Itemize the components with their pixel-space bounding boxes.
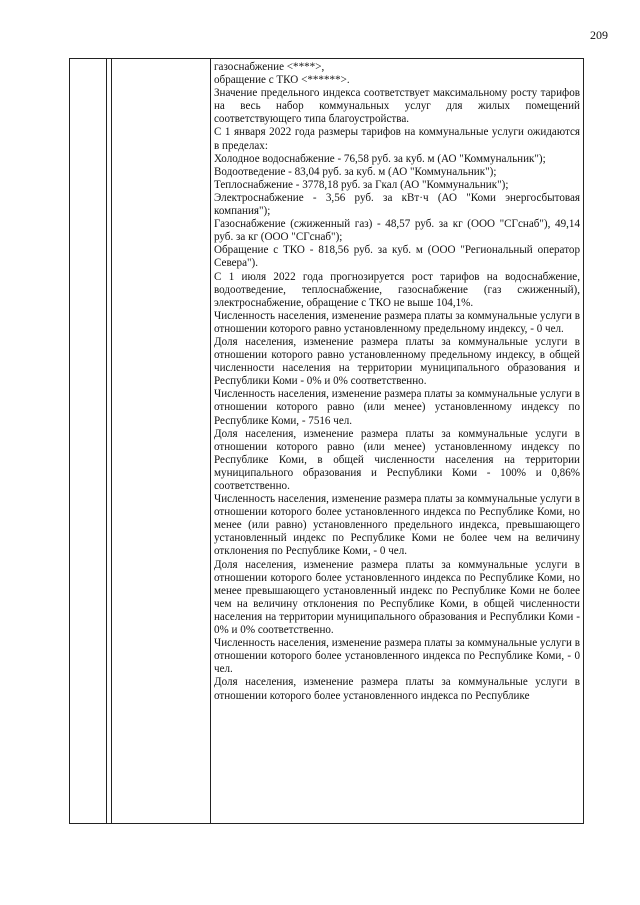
paragraph: Водоотведение - 83,04 руб. за куб. м (АО "Коммунальник"); [214,165,497,178]
paragraph: Теплоснабжение - 3778,18 руб. за Гкал (АО "Коммунальник"); [214,178,509,191]
paragraph: Доля населения, изменение размера платы за коммунальные услуги в отношении которого равно установленному предельному индексу, в общей численности населения на территории муниципального образования и Республики Коми - 0% и 0% соответственно. [214,335,580,388]
column-divider-3 [210,59,211,823]
paragraph: Доля населения, изменение размера платы за коммунальные услуги в отношении которого более установленного индекса по Республике Коми, но менее превышающего установленный индекс по Республике Коми не более чем на величину отклонения по Республике Коми, в общей численности населения на территории муниципального образования и Республики Коми - 0% и 0% соответственно. [214,558,580,637]
table-text-cell [214,61,580,703]
paragraph: Доля населения, изменение размера платы за коммунальные услуги в отношении которого равно (или менее) установленному индексу по Республике Коми, в общей численности населения на территории муниципального образования и Республики Коми - 100% и 0,86% соответственно. [214,427,580,492]
paragraph: Численность населения, изменение размера платы за коммунальные услуги в отношении которого более установленного индекса по Республике Коми, но менее (или равно) установленного предельного индекса, превышающего установленный индекс по Республике Коми не более чем на величину отклонения по Республике Коми, - 0 чел. [214,493,580,558]
paragraph: С 1 июля 2022 года прогнозируется рост тарифов на водоснабжение, водоотведение, теплоснабжение, газоснабжение (газ сжиженный), электроснабжение, обращение с ТКО не выше 104,1%. [214,270,580,309]
paragraph: Обращение с ТКО - 818,56 руб. за куб. м (ООО "Региональный оператор Севера"). [214,244,580,270]
page-number: 209 [590,28,608,42]
paragraph: газоснабжение <****>, [214,61,325,73]
paragraph: Доля населения, изменение размера платы за коммунальные услуги в отношении которого более установленного индекса по Республике [214,676,580,702]
paragraph: Электроснабжение - 3,56 руб. за кВт·ч (АО "Коми энергосбытовая компания"); [214,191,580,218]
column-divider-2 [111,59,112,823]
paragraph: обращение с ТКО <******>. [214,74,350,87]
paragraph: Численность населения, изменение размера платы за коммунальные услуги в отношении которого более установленного индекса по Республике Коми, - 0 чел. [214,637,580,676]
document-table [69,58,584,824]
paragraph: Холодное водоснабжение - 76,58 руб. за куб. м (АО "Коммунальник"); [214,152,546,165]
paragraph: С 1 января 2022 года размеры тарифов на коммунальные услуги ожидаются в пределах: [214,126,580,152]
paragraph: Значение предельного индекса соответствует максимальному росту тарифов на весь набор коммунальных услуг для жилых помещений соответствующего типа благоустройства. [214,87,580,126]
paragraph: Газоснабжение (сжиженный газ) - 48,57 руб. за кг (ООО "СГснаб"), 49,14 руб. за кг (ООО "СГснаб"); [214,218,580,244]
paragraph: Численность населения, изменение размера платы за коммунальные услуги в отношении которого равно (или менее) установленному индексу по Республике Коми, - 7516 чел. [214,388,580,427]
paragraph: Численность населения, изменение размера платы за коммунальные услуги в отношении которого равно установленному предельному индексу, - 0 чел. [214,309,580,335]
column-divider-1 [106,59,107,823]
